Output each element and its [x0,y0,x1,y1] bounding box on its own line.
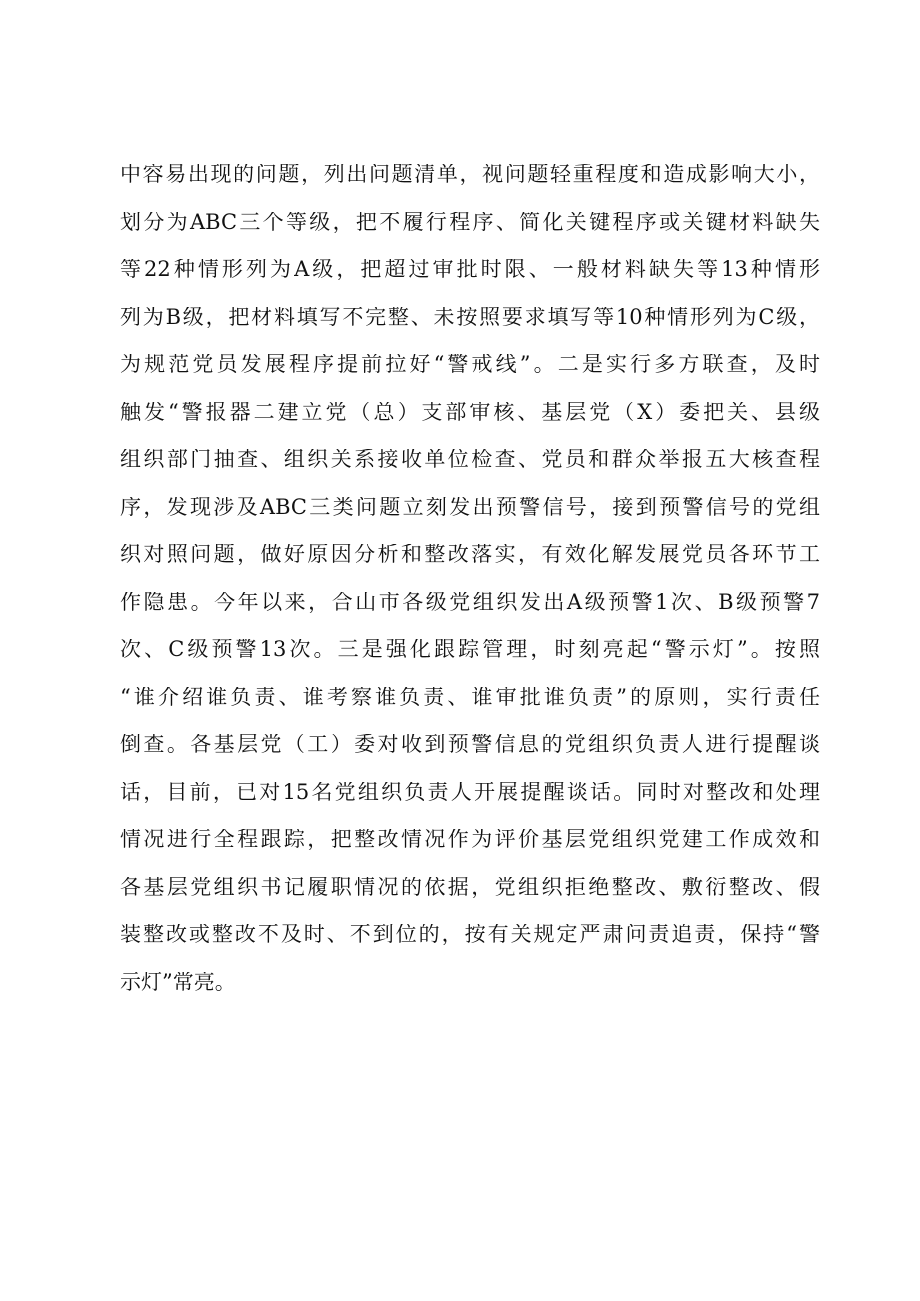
text-line: 情况进行全程跟踪，把整改情况作为评价基层党组织党建工作成效和 [120,829,820,850]
text-line: 中容易出现的问题，列出问题清单，视问题轻重程度和造成影响大小， [120,164,820,185]
text-line: 织对照问题，做好原因分析和整改落实，有效化解发展党员各环节工 [120,544,820,565]
text-line: 组织部门抽查、组织关系接收单位检查、党员和群众举报五大核查程 [120,449,820,470]
text-line: 示灯”常亮。 [120,971,236,993]
text-line: 倒查。各基层党（工）委对收到预警信息的党组织负责人进行提醒谈 [120,734,820,755]
text-line: 序，发现涉及ABC三类问题立刻发出预警信号，接到预警信号的党组 [120,496,820,518]
text-line: 次、C级预警13次。三是强化跟踪管理，时刻亮起“警示灯”。按照 [120,639,820,660]
text-line: “谁介绍谁负责、谁考察谁负责、谁审批谁负责”的原则，实行责任 [120,686,820,708]
text-line: 装整改或整改不及时、不到位的，按有关规定严肃问责追责，保持“警 [120,924,820,945]
text-line: 列为B级，把材料填写不完整、未按照要求填写等10种情形列为C级， [120,306,820,328]
body-paragraph [120,164,820,1019]
text-line: 作隐患。今年以来，合山市各级党组织发出A级预警1次、B级预警7 [120,591,820,613]
text-line: 触发“警报器二建立党（总）支部审核、基层党（X）委把关、县级 [120,401,820,423]
text-line: 话，目前，已对15名党组织负责人开展提醒谈话。同时对整改和处理 [120,781,820,803]
text-line: 各基层党组织书记履职情况的依据，党组织拒绝整改、敷衍整改、假 [120,876,820,898]
text-line: 划分为ABC三个等级，把不履行程序、简化关键程序或关键材料缺失 [120,211,820,233]
text-line: 为规范党员发展程序提前拉好“警戒线”。二是实行多方联查，及时 [120,354,820,375]
text-line: 等22种情形列为A级，把超过审批时限、一般材料缺失等13种情形 [120,259,820,280]
